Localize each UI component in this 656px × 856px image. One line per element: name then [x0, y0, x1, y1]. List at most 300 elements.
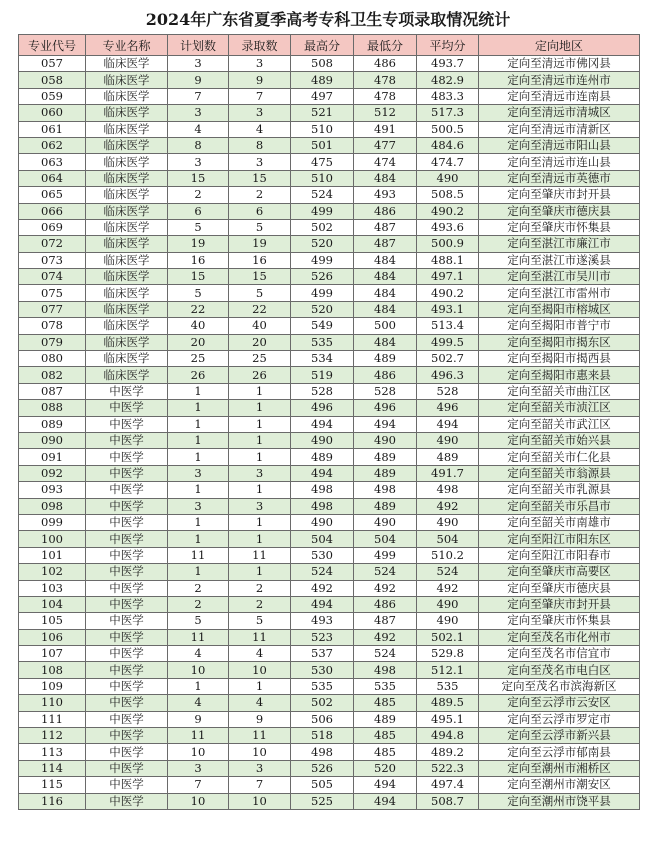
cell-min-score: 500: [354, 318, 417, 334]
table-row: [19, 416, 640, 432]
cell-major-name: 中医学: [86, 383, 168, 399]
table-row: [19, 367, 640, 383]
column-header: 专业代号: [19, 35, 86, 56]
cell-target-area: 定向至清远市清城区: [479, 105, 640, 121]
cell-plan-count: 1: [168, 531, 229, 547]
cell-min-score: 524: [354, 646, 417, 662]
cell-admit-count: 22: [229, 301, 291, 317]
cell-min-score: 491: [354, 121, 417, 137]
cell-admit-count: 3: [229, 498, 291, 514]
cell-max-score: 526: [291, 269, 354, 285]
cell-target-area: 定向至肇庆市德庆县: [479, 203, 640, 219]
cell-major-code: 089: [19, 416, 86, 432]
table-row: [19, 56, 640, 72]
cell-major-name: 临床医学: [86, 301, 168, 317]
cell-major-name: 中医学: [86, 498, 168, 514]
cell-max-score: 499: [291, 203, 354, 219]
cell-admit-count: 1: [229, 531, 291, 547]
cell-max-score: 498: [291, 744, 354, 760]
cell-avg-score: 483.3: [417, 88, 479, 104]
cell-admit-count: 3: [229, 154, 291, 170]
cell-target-area: 定向至韶关市乳源县: [479, 482, 640, 498]
cell-major-code: 066: [19, 203, 86, 219]
cell-admit-count: 2: [229, 187, 291, 203]
cell-max-score: 498: [291, 482, 354, 498]
table-row: [19, 170, 640, 186]
cell-max-score: 497: [291, 88, 354, 104]
page-title: 2024年广东省夏季高考专科卫生专项录取情况统计: [145, 10, 511, 29]
cell-min-score: 512: [354, 105, 417, 121]
cell-major-name: 中医学: [86, 711, 168, 727]
cell-admit-count: 11: [229, 547, 291, 563]
cell-max-score: 501: [291, 137, 354, 153]
cell-max-score: 492: [291, 580, 354, 596]
cell-major-name: 临床医学: [86, 334, 168, 350]
table-row: [19, 793, 640, 809]
cell-avg-score: 494: [417, 416, 479, 432]
table-row: [19, 449, 640, 465]
cell-admit-count: 1: [229, 514, 291, 530]
cell-avg-score: 513.4: [417, 318, 479, 334]
cell-min-score: 490: [354, 432, 417, 448]
cell-target-area: 定向至湛江市吴川市: [479, 269, 640, 285]
cell-plan-count: 10: [168, 744, 229, 760]
cell-admit-count: 26: [229, 367, 291, 383]
cell-target-area: 定向至清远市清新区: [479, 121, 640, 137]
cell-admit-count: 7: [229, 88, 291, 104]
cell-admit-count: 15: [229, 170, 291, 186]
table-header-row: [19, 35, 640, 56]
cell-max-score: 520: [291, 301, 354, 317]
table-row: [19, 236, 640, 252]
table-row: [19, 88, 640, 104]
cell-min-score: 504: [354, 531, 417, 547]
cell-target-area: 定向至茂名市信宜市: [479, 646, 640, 662]
cell-admit-count: 10: [229, 744, 291, 760]
cell-plan-count: 9: [168, 711, 229, 727]
cell-min-score: 484: [354, 285, 417, 301]
cell-avg-score: 488.1: [417, 252, 479, 268]
admission-table: [18, 34, 640, 810]
cell-target-area: 定向至揭阳市普宁市: [479, 318, 640, 334]
cell-min-score: 486: [354, 56, 417, 72]
table-row: [19, 646, 640, 662]
cell-max-score: 506: [291, 711, 354, 727]
cell-plan-count: 9: [168, 72, 229, 88]
cell-major-name: 临床医学: [86, 367, 168, 383]
cell-min-score: 484: [354, 301, 417, 317]
table-row: [19, 72, 640, 88]
cell-major-code: 103: [19, 580, 86, 596]
cell-min-score: 489: [354, 711, 417, 727]
cell-major-name: 中医学: [86, 482, 168, 498]
cell-target-area: 定向至韶关市南雄市: [479, 514, 640, 530]
cell-plan-count: 5: [168, 285, 229, 301]
cell-major-code: 069: [19, 219, 86, 235]
table-row: [19, 498, 640, 514]
cell-plan-count: 1: [168, 383, 229, 399]
cell-admit-count: 4: [229, 121, 291, 137]
cell-max-score: 549: [291, 318, 354, 334]
cell-major-name: 中医学: [86, 564, 168, 580]
cell-avg-score: 492: [417, 580, 479, 596]
cell-target-area: 定向至潮州市饶平县: [479, 793, 640, 809]
table-row: [19, 334, 640, 350]
table-row: [19, 596, 640, 612]
column-header: 定向地区: [479, 35, 640, 56]
cell-target-area: 定向至韶关市乐昌市: [479, 498, 640, 514]
cell-plan-count: 11: [168, 547, 229, 563]
cell-min-score: 487: [354, 236, 417, 252]
cell-major-code: 100: [19, 531, 86, 547]
cell-major-code: 111: [19, 711, 86, 727]
cell-major-code: 108: [19, 662, 86, 678]
cell-avg-score: 529.8: [417, 646, 479, 662]
cell-admit-count: 9: [229, 711, 291, 727]
cell-max-score: 521: [291, 105, 354, 121]
cell-avg-score: 508.5: [417, 187, 479, 203]
table-row: [19, 613, 640, 629]
cell-major-code: 059: [19, 88, 86, 104]
cell-target-area: 定向至湛江市廉江市: [479, 236, 640, 252]
cell-plan-count: 40: [168, 318, 229, 334]
cell-major-code: 115: [19, 777, 86, 793]
cell-avg-score: 502.7: [417, 351, 479, 367]
cell-major-code: 098: [19, 498, 86, 514]
cell-max-score: 499: [291, 252, 354, 268]
cell-min-score: 524: [354, 564, 417, 580]
cell-target-area: 定向至肇庆市封开县: [479, 596, 640, 612]
cell-admit-count: 40: [229, 318, 291, 334]
cell-max-score: 502: [291, 219, 354, 235]
cell-min-score: 484: [354, 170, 417, 186]
cell-min-score: 487: [354, 613, 417, 629]
cell-min-score: 498: [354, 662, 417, 678]
cell-admit-count: 5: [229, 219, 291, 235]
cell-avg-score: 495.1: [417, 711, 479, 727]
cell-target-area: 定向至阳江市阳东区: [479, 531, 640, 547]
cell-max-score: 502: [291, 695, 354, 711]
cell-min-score: 477: [354, 137, 417, 153]
cell-major-name: 中医学: [86, 465, 168, 481]
cell-min-score: 486: [354, 203, 417, 219]
cell-avg-score: 524: [417, 564, 479, 580]
cell-avg-score: 500.9: [417, 236, 479, 252]
cell-plan-count: 1: [168, 400, 229, 416]
cell-plan-count: 3: [168, 56, 229, 72]
cell-max-score: 526: [291, 760, 354, 776]
table-row: [19, 105, 640, 121]
cell-admit-count: 1: [229, 416, 291, 432]
cell-major-code: 104: [19, 596, 86, 612]
cell-major-name: 中医学: [86, 514, 168, 530]
cell-major-name: 中医学: [86, 400, 168, 416]
cell-plan-count: 2: [168, 187, 229, 203]
cell-min-score: 489: [354, 449, 417, 465]
cell-max-score: 494: [291, 596, 354, 612]
table-row: [19, 465, 640, 481]
cell-major-code: 057: [19, 56, 86, 72]
cell-major-code: 079: [19, 334, 86, 350]
cell-max-score: 519: [291, 367, 354, 383]
cell-admit-count: 16: [229, 252, 291, 268]
cell-target-area: 定向至肇庆市怀集县: [479, 219, 640, 235]
cell-major-name: 临床医学: [86, 318, 168, 334]
cell-avg-score: 493.6: [417, 219, 479, 235]
cell-major-code: 101: [19, 547, 86, 563]
cell-target-area: 定向至清远市连山县: [479, 154, 640, 170]
cell-plan-count: 8: [168, 137, 229, 153]
cell-major-name: 中医学: [86, 432, 168, 448]
cell-min-score: 498: [354, 482, 417, 498]
table-row: [19, 662, 640, 678]
cell-admit-count: 4: [229, 695, 291, 711]
cell-admit-count: 15: [229, 269, 291, 285]
cell-avg-score: 474.7: [417, 154, 479, 170]
cell-major-code: 093: [19, 482, 86, 498]
cell-target-area: 定向至云浮市云安区: [479, 695, 640, 711]
cell-avg-score: 508.7: [417, 793, 479, 809]
cell-major-code: 107: [19, 646, 86, 662]
cell-admit-count: 1: [229, 564, 291, 580]
cell-target-area: 定向至清远市阳山县: [479, 137, 640, 153]
cell-plan-count: 4: [168, 695, 229, 711]
cell-avg-score: 497.1: [417, 269, 479, 285]
cell-admit-count: 10: [229, 662, 291, 678]
cell-admit-count: 11: [229, 728, 291, 744]
cell-plan-count: 1: [168, 564, 229, 580]
table-row: [19, 728, 640, 744]
cell-avg-score: 494.8: [417, 728, 479, 744]
cell-target-area: 定向至肇庆市德庆县: [479, 580, 640, 596]
cell-max-score: 498: [291, 498, 354, 514]
cell-major-code: 091: [19, 449, 86, 465]
cell-major-name: 中医学: [86, 793, 168, 809]
cell-admit-count: 25: [229, 351, 291, 367]
cell-plan-count: 4: [168, 646, 229, 662]
cell-major-name: 临床医学: [86, 269, 168, 285]
cell-major-name: 中医学: [86, 760, 168, 776]
table-row: [19, 301, 640, 317]
cell-max-score: 525: [291, 793, 354, 809]
column-header: 最高分: [291, 35, 354, 56]
table-row: [19, 383, 640, 399]
cell-min-score: 489: [354, 498, 417, 514]
cell-admit-count: 10: [229, 793, 291, 809]
cell-min-score: 485: [354, 744, 417, 760]
cell-plan-count: 11: [168, 728, 229, 744]
cell-min-score: 489: [354, 465, 417, 481]
cell-major-name: 中医学: [86, 678, 168, 694]
cell-max-score: 496: [291, 400, 354, 416]
table-row: [19, 400, 640, 416]
table-row: [19, 580, 640, 596]
cell-max-score: 475: [291, 154, 354, 170]
cell-plan-count: 19: [168, 236, 229, 252]
cell-target-area: 定向至揭阳市揭西县: [479, 351, 640, 367]
cell-min-score: 494: [354, 777, 417, 793]
cell-max-score: 524: [291, 187, 354, 203]
cell-major-code: 078: [19, 318, 86, 334]
column-header: 平均分: [417, 35, 479, 56]
cell-max-score: 524: [291, 564, 354, 580]
cell-admit-count: 1: [229, 449, 291, 465]
cell-admit-count: 5: [229, 285, 291, 301]
table-row: [19, 137, 640, 153]
table-row: [19, 219, 640, 235]
cell-avg-score: 490.2: [417, 203, 479, 219]
cell-plan-count: 4: [168, 121, 229, 137]
cell-major-name: 中医学: [86, 449, 168, 465]
cell-min-score: 474: [354, 154, 417, 170]
cell-admit-count: 1: [229, 482, 291, 498]
cell-admit-count: 1: [229, 400, 291, 416]
cell-max-score: 528: [291, 383, 354, 399]
cell-min-score: 478: [354, 72, 417, 88]
cell-avg-score: 504: [417, 531, 479, 547]
cell-major-code: 065: [19, 187, 86, 203]
cell-major-code: 092: [19, 465, 86, 481]
cell-max-score: 504: [291, 531, 354, 547]
cell-plan-count: 7: [168, 777, 229, 793]
cell-major-code: 077: [19, 301, 86, 317]
cell-admit-count: 9: [229, 72, 291, 88]
cell-major-code: 106: [19, 629, 86, 645]
cell-admit-count: 1: [229, 432, 291, 448]
cell-admit-count: 3: [229, 56, 291, 72]
cell-max-score: 520: [291, 236, 354, 252]
cell-target-area: 定向至清远市连州市: [479, 72, 640, 88]
cell-admit-count: 6: [229, 203, 291, 219]
cell-major-name: 临床医学: [86, 252, 168, 268]
cell-major-name: 临床医学: [86, 219, 168, 235]
cell-avg-score: 490: [417, 596, 479, 612]
cell-major-code: 075: [19, 285, 86, 301]
cell-avg-score: 490: [417, 613, 479, 629]
cell-major-name: 中医学: [86, 629, 168, 645]
cell-admit-count: 3: [229, 105, 291, 121]
cell-plan-count: 15: [168, 170, 229, 186]
table-row: [19, 629, 640, 645]
table-row: [19, 432, 640, 448]
cell-admit-count: 4: [229, 646, 291, 662]
cell-major-name: 中医学: [86, 531, 168, 547]
cell-avg-score: 497.4: [417, 777, 479, 793]
table-row: [19, 711, 640, 727]
cell-major-name: 临床医学: [86, 137, 168, 153]
cell-max-score: 489: [291, 72, 354, 88]
cell-target-area: 定向至清远市佛冈县: [479, 56, 640, 72]
cell-major-code: 116: [19, 793, 86, 809]
cell-avg-score: 490.2: [417, 285, 479, 301]
table-row: [19, 252, 640, 268]
cell-admit-count: 11: [229, 629, 291, 645]
cell-major-name: 临床医学: [86, 154, 168, 170]
cell-major-name: 临床医学: [86, 285, 168, 301]
cell-target-area: 定向至阳江市阳春市: [479, 547, 640, 563]
cell-target-area: 定向至湛江市雷州市: [479, 285, 640, 301]
cell-target-area: 定向至湛江市遂溪县: [479, 252, 640, 268]
cell-target-area: 定向至韶关市武江区: [479, 416, 640, 432]
column-header: 录取数: [229, 35, 291, 56]
cell-max-score: 489: [291, 449, 354, 465]
cell-plan-count: 3: [168, 465, 229, 481]
cell-avg-score: 489.5: [417, 695, 479, 711]
table-row: [19, 760, 640, 776]
cell-avg-score: 500.5: [417, 121, 479, 137]
cell-major-name: 临床医学: [86, 236, 168, 252]
cell-plan-count: 1: [168, 678, 229, 694]
cell-max-score: 523: [291, 629, 354, 645]
cell-min-score: 484: [354, 269, 417, 285]
cell-max-score: 510: [291, 121, 354, 137]
cell-major-code: 090: [19, 432, 86, 448]
cell-target-area: 定向至潮州市潮安区: [479, 777, 640, 793]
cell-min-score: 487: [354, 219, 417, 235]
cell-max-score: 535: [291, 334, 354, 350]
table-row: [19, 285, 640, 301]
cell-max-score: 490: [291, 514, 354, 530]
cell-max-score: 530: [291, 547, 354, 563]
cell-max-score: 499: [291, 285, 354, 301]
table-row: [19, 269, 640, 285]
cell-max-score: 530: [291, 662, 354, 678]
table-row: [19, 777, 640, 793]
cell-major-code: 063: [19, 154, 86, 170]
cell-target-area: 定向至韶关市始兴县: [479, 432, 640, 448]
cell-major-code: 114: [19, 760, 86, 776]
cell-min-score: 499: [354, 547, 417, 563]
cell-plan-count: 11: [168, 629, 229, 645]
cell-major-code: 088: [19, 400, 86, 416]
cell-min-score: 484: [354, 334, 417, 350]
cell-major-code: 102: [19, 564, 86, 580]
table-row: [19, 678, 640, 694]
cell-avg-score: 496.3: [417, 367, 479, 383]
cell-target-area: 定向至揭阳市榕城区: [479, 301, 640, 317]
cell-admit-count: 2: [229, 596, 291, 612]
cell-avg-score: 490: [417, 432, 479, 448]
cell-major-code: 099: [19, 514, 86, 530]
cell-major-name: 临床医学: [86, 187, 168, 203]
cell-major-name: 中医学: [86, 695, 168, 711]
cell-major-code: 112: [19, 728, 86, 744]
cell-major-name: 临床医学: [86, 56, 168, 72]
cell-max-score: 518: [291, 728, 354, 744]
cell-admit-count: 5: [229, 613, 291, 629]
cell-min-score: 494: [354, 416, 417, 432]
cell-major-name: 临床医学: [86, 88, 168, 104]
cell-max-score: 508: [291, 56, 354, 72]
cell-max-score: 534: [291, 351, 354, 367]
cell-plan-count: 16: [168, 252, 229, 268]
cell-avg-score: 493.7: [417, 56, 479, 72]
cell-max-score: 494: [291, 416, 354, 432]
cell-target-area: 定向至韶关市仁化县: [479, 449, 640, 465]
column-header: 计划数: [168, 35, 229, 56]
cell-major-code: 058: [19, 72, 86, 88]
cell-major-name: 中医学: [86, 547, 168, 563]
cell-admit-count: 19: [229, 236, 291, 252]
cell-major-code: 073: [19, 252, 86, 268]
cell-max-score: 537: [291, 646, 354, 662]
cell-plan-count: 1: [168, 416, 229, 432]
cell-admit-count: 7: [229, 777, 291, 793]
cell-plan-count: 10: [168, 793, 229, 809]
cell-avg-score: 496: [417, 400, 479, 416]
cell-major-code: 082: [19, 367, 86, 383]
cell-min-score: 493: [354, 187, 417, 203]
